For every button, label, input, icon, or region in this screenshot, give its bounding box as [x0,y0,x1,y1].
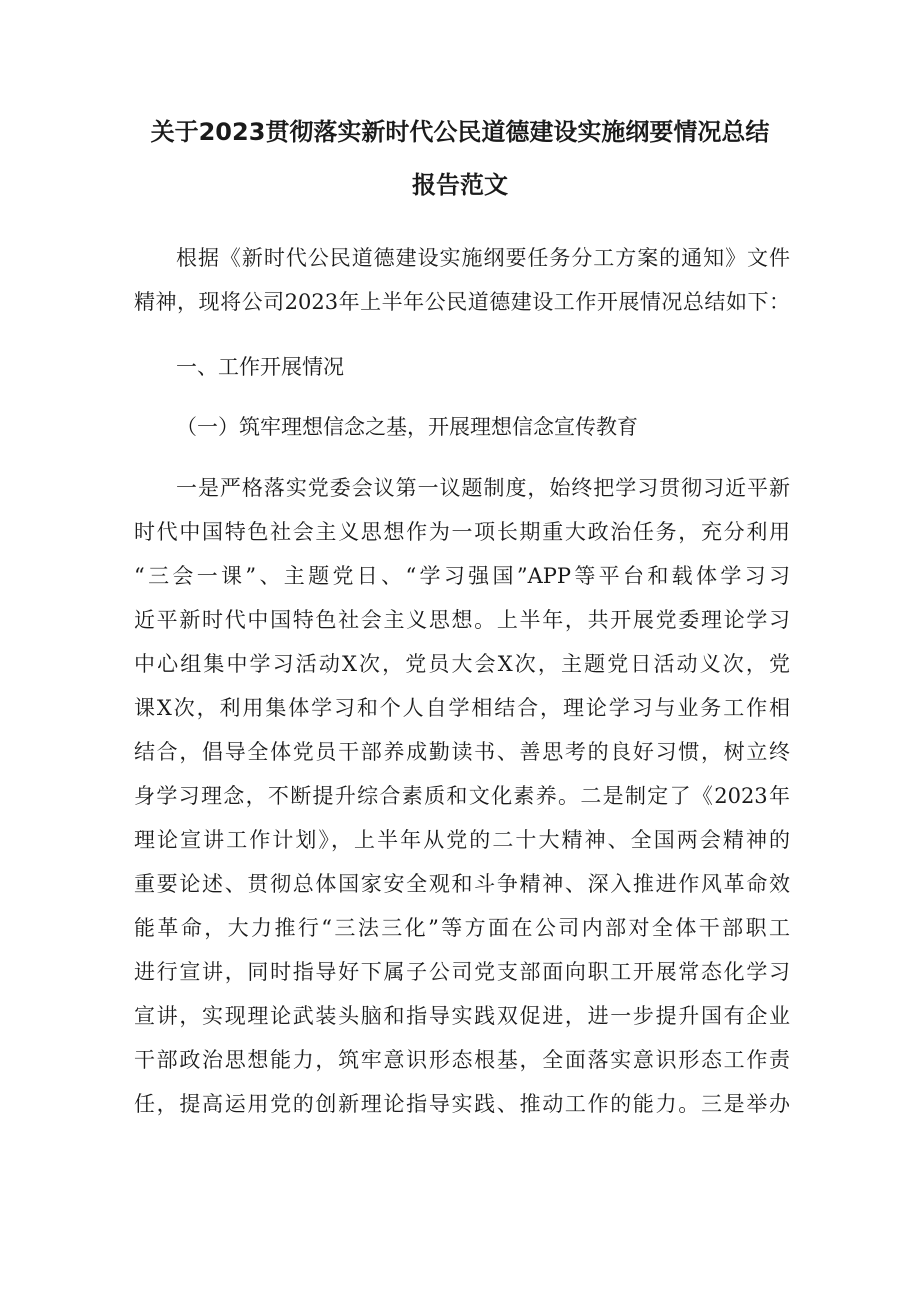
body-line: 进行宣讲，同时指导好下属子公司党支部面向职工开展常态化学习 [134,960,790,984]
body-line: 任，提高运用党的创新理论指导实践、推动工作的能力。三是举办 [134,1092,790,1116]
intro-line: 精神，现将公司2023年上半年公民道德建设工作开展情况总结如下： [134,290,790,314]
intro-line: 根据《新时代公民道德建设实施纲要任务分工方案的通知》文件 [176,246,790,270]
body-line: 课X次，利用集体学习和个人自学相结合，理论学习与业务工作相 [134,696,790,720]
subsection-heading-container [134,405,790,449]
intro-paragraph [134,236,790,324]
body-line: 理论宣讲工作计划》，上半年从党的二十大精神、全国两会精神的 [134,828,790,852]
body-line: 近平新时代中国特色社会主义思想。上半年，共开展党委理论学习 [134,608,790,632]
body-paragraph [134,466,790,1126]
body-line: 干部政治思想能力，筑牢意识形态根基，全面落实意识形态工作责 [134,1048,790,1072]
body-line: 身学习理念，不断提升综合素质和文化素养。二是制定了《2023年 [134,784,790,808]
body-line: 重要论述、贯彻总体国家安全观和斗争精神、深入推进作风革命效 [134,872,790,896]
body-line: 一是严格落实党委会议第一议题制度，始终把学习贯彻习近平新 [176,476,790,500]
body-line: 时代中国特色社会主义思想作为一项长期重大政治任务，充分利用 [134,520,790,544]
document-title-line-1: 关于2023贯彻落实新时代公民道德建设实施纲要情况总结 [150,118,770,146]
document-title-line-2: 报告范文 [412,171,508,199]
section-heading-container [134,345,790,389]
body-line: 中心组集中学习活动X次，党员大会X次，主题党日活动义次，党 [134,652,790,676]
section-heading: 一、工作开展情况 [176,355,344,379]
body-line: 结合，倡导全体党员干部养成勤读书、善思考的良好习惯，树立终 [134,740,790,764]
subsection-heading: （一）筑牢理想信念之基，开展理想信念宣传教育 [176,415,638,439]
body-line: “三会一课”、主题党日、“学习强国”APP等平台和载体学习习 [134,564,790,588]
body-line: 能革命，大力推行“三法三化”等方面在公司内部对全体干部职工 [134,916,790,940]
body-line: 宣讲，实现理论武装头脑和指导实践双促进，进一步提升国有企业 [134,1004,790,1028]
